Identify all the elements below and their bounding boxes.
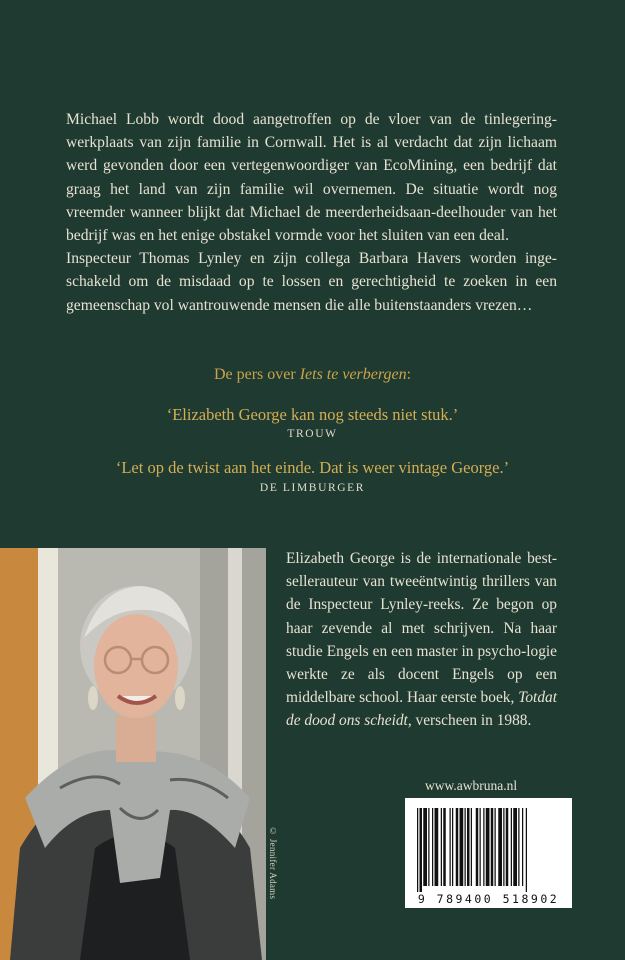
barcode-bar bbox=[476, 808, 479, 886]
barcode-bar bbox=[450, 808, 451, 886]
barcode-bar bbox=[495, 808, 496, 886]
barcode-bar bbox=[460, 808, 464, 886]
author-bio bbox=[286, 547, 557, 733]
barcode-bar bbox=[423, 808, 427, 886]
barcode-bar bbox=[503, 808, 504, 886]
author-photo bbox=[0, 548, 266, 960]
first-book-title: Totdat de dood ons scheidt bbox=[286, 689, 557, 730]
barcode bbox=[405, 798, 572, 908]
press-heading bbox=[0, 366, 625, 384]
book-title: Iets te verbergen bbox=[299, 366, 407, 383]
barcode-bar bbox=[456, 808, 459, 886]
barcode-bar bbox=[432, 808, 433, 886]
blurb-paragraph-1: Michael Lobb wordt dood aangetroffen op de vloer van de tinlegering-werkplaats van zijn familie in Cornwall. Het is al verdacht dat zijn lichaam werd gevonden door een vertegenwoordiger van EcoMining, een bedrijf dat graag het land van zijn familie wil overnemen. De situatie wordt nog vreemder wanneer blijkt dat Michael de meerderheidsaan-deelhouder van het bedrijf was en het enige obstakel vormde voor het sluiten van een deal. bbox=[66, 111, 557, 245]
barcode-bar bbox=[471, 808, 472, 886]
press-heading-prefix: De pers over bbox=[213, 366, 300, 383]
barcode-bar bbox=[420, 808, 423, 892]
barcode-bar bbox=[518, 808, 519, 886]
barcode-bar bbox=[491, 808, 494, 886]
barcode-bar bbox=[452, 808, 453, 886]
photo-credit: © Jennifer Adams bbox=[268, 826, 278, 900]
barcode-bar bbox=[522, 808, 523, 886]
barcode-bar bbox=[443, 808, 446, 886]
isbn-number: 9 789400 518902 bbox=[417, 892, 560, 906]
blurb-paragraph-2: Inspecteur Thomas Lynley en zijn collega Barbara Havers worden inge-schakeld om de misdaad op te lossen en gerechtigheid te zoeken in een gemeenschap vol wantrouwende mensen die alle buitenstaanders vrezen… bbox=[66, 250, 557, 314]
author-bio-end: , verscheen in 1988. bbox=[407, 712, 532, 730]
barcode-bar bbox=[480, 808, 481, 886]
barcode-bar bbox=[513, 808, 517, 886]
press-quote-1: ‘Elizabeth George kan nog steeds niet stuk.’ bbox=[166, 405, 459, 424]
barcode-bar bbox=[483, 808, 484, 886]
barcode-bar bbox=[441, 808, 442, 886]
press-quote-2: ‘Let op de twist aan het einde. Dat is weer vintage George.’ bbox=[115, 458, 510, 477]
press-source-2: DE LIMBURGER bbox=[259, 482, 366, 494]
press-heading-suffix: : bbox=[406, 366, 412, 383]
barcode-bar bbox=[428, 808, 429, 886]
barcode-bar bbox=[498, 808, 502, 886]
barcode-bar bbox=[465, 808, 466, 886]
author-bio-text: Elizabeth George is de internationale best-sellerauteur van tweeëntwintig thrillers van de Inspecteur Lynley-reeks. Ze begon op haar zevende al met schrijven. Na haar studie Engels en een master in psycho-logie werkte ze als docent Engels op een middelbare school. Haar eerste boek, bbox=[286, 550, 557, 707]
barcode-bar bbox=[526, 808, 527, 892]
barcode-bars bbox=[405, 798, 572, 892]
barcode-bar bbox=[467, 808, 470, 886]
blurb bbox=[66, 108, 557, 317]
publisher-url: www.awbruna.nl bbox=[425, 778, 518, 793]
barcode-bar bbox=[486, 808, 490, 886]
barcode-bar bbox=[435, 808, 439, 886]
barcode-bar bbox=[417, 808, 418, 892]
barcode-bar bbox=[511, 808, 512, 886]
barcode-bar bbox=[506, 808, 509, 886]
press-source-1: TROUW bbox=[287, 428, 338, 440]
